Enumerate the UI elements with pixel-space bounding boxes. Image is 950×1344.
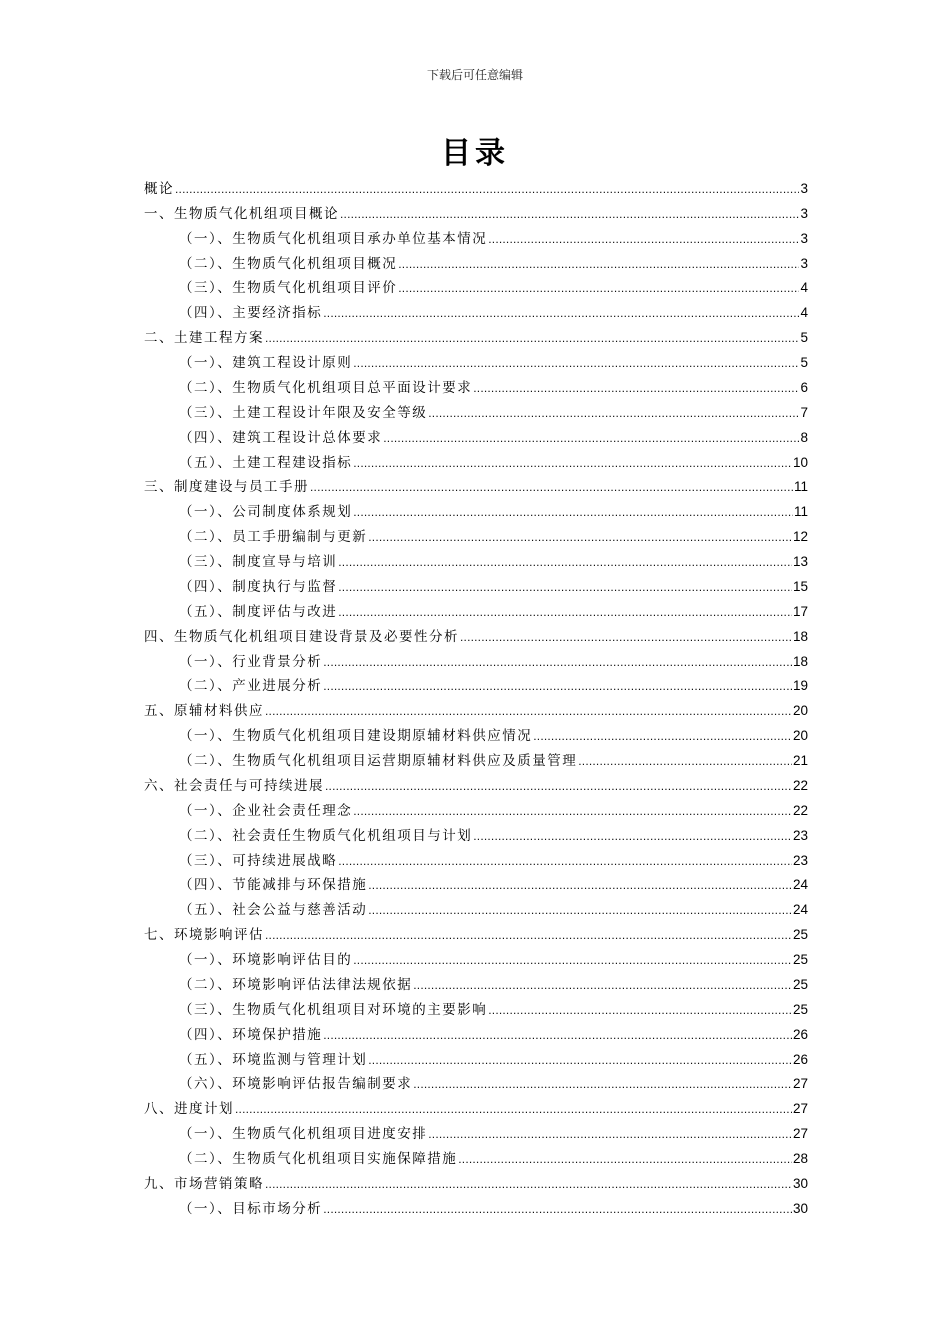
toc-entry[interactable] [144, 572, 808, 597]
toc-dot-leader [353, 353, 799, 373]
toc-entry[interactable] [144, 348, 808, 373]
toc-entry[interactable] [144, 796, 808, 821]
toc-dot-leader [323, 676, 792, 696]
toc-dot-leader [473, 826, 792, 846]
toc-page-number: 25 [792, 952, 808, 967]
toc-entry-title: 五、原辅材料供应 [144, 703, 264, 720]
toc-entry[interactable] [144, 1094, 808, 1119]
toc-entry[interactable] [144, 622, 808, 647]
toc-entry[interactable] [144, 597, 808, 622]
toc-dot-leader [323, 1025, 792, 1045]
toc-page-number: 12 [792, 529, 808, 545]
toc-page-number: 3 [800, 205, 808, 221]
toc-dot-leader [488, 1000, 792, 1020]
toc-entry[interactable] [144, 821, 808, 846]
toc-entry[interactable] [144, 1144, 808, 1169]
toc-entry-title: （一）、公司制度体系规划 [179, 504, 353, 521]
toc-dot-leader [353, 502, 793, 522]
toc-entry[interactable] [144, 398, 808, 423]
toc-entry-title: （五）、环境监测与管理计划 [179, 1051, 368, 1068]
toc-entry-title: （一）、行业背景分析 [179, 653, 323, 670]
toc-entry-title: （二）、员工手册编制与更新 [179, 529, 368, 546]
toc-entry[interactable] [144, 448, 808, 473]
toc-dot-leader [310, 477, 793, 497]
toc-page-number: 11 [793, 504, 808, 520]
toc-page-number: 27 [792, 1076, 808, 1092]
toc-page-number: 18 [792, 653, 808, 669]
toc-dot-leader [428, 1124, 792, 1144]
toc-entry-title: 六、社会责任与可持续进展 [144, 777, 324, 794]
toc-entry[interactable] [144, 672, 808, 697]
toc-dot-leader [353, 801, 792, 821]
toc-dot-leader [383, 428, 799, 448]
toc-entry-title: 八、进度计划 [144, 1101, 234, 1118]
toc-page-number: 20 [792, 728, 808, 744]
toc-entry[interactable] [144, 647, 808, 672]
toc-dot-leader [460, 627, 792, 647]
toc-page-number: 23 [792, 852, 808, 868]
toc-dot-leader [533, 726, 792, 746]
toc-page-number: 6 [800, 379, 808, 395]
toc-dot-leader [413, 1074, 792, 1094]
toc-entry[interactable] [144, 871, 808, 896]
toc-dot-leader [323, 1199, 792, 1219]
toc-page-number: 22 [792, 802, 808, 818]
toc-entry-title: （一）、目标市场分析 [179, 1200, 323, 1217]
toc-page-number: 24 [792, 902, 808, 918]
toc-page-number: 24 [792, 877, 808, 893]
toc-entry-title: （二）、生物质气化机组项目实施保障措施 [179, 1151, 458, 1167]
toc-dot-leader [368, 900, 792, 920]
toc-entry-title: （一）、生物质气化机组项目承办单位基本情况 [179, 230, 488, 247]
toc-entry[interactable] [144, 846, 808, 871]
toc-dot-leader [265, 925, 792, 945]
toc-entry[interactable] [144, 224, 808, 249]
toc-entry[interactable] [144, 1194, 808, 1219]
toc-entry[interactable] [144, 497, 808, 522]
toc-entry[interactable] [144, 423, 808, 448]
toc-dot-leader [368, 1050, 792, 1070]
toc-entry[interactable] [144, 274, 808, 299]
toc-dot-leader [413, 975, 792, 995]
toc-entry-title: （五）、社会公益与慈善活动 [179, 902, 368, 919]
toc-entry[interactable] [144, 522, 808, 547]
toc-entry-title: （三）、可持续进展战略 [179, 852, 338, 869]
toc-entry-title: （五）、土建工程建设指标 [179, 454, 353, 471]
toc-page-number: 15 [792, 578, 808, 594]
toc-entry-title: （四）、环境保护措施 [179, 1026, 323, 1043]
toc-entry[interactable] [144, 945, 808, 970]
page-header: 下载后可任意编辑 [426, 68, 523, 82]
toc-page-number: 3 [800, 180, 808, 196]
toc-entry-title: （三）、制度宣导与培训 [179, 554, 338, 570]
toc-page-number: 19 [792, 678, 808, 694]
toc-page-number: 26 [792, 1026, 808, 1042]
toc-dot-leader [473, 378, 799, 398]
toc-page-number: 21 [792, 753, 808, 768]
toc-dot-leader [458, 1149, 792, 1169]
toc-entry-title: （三）、生物质气化机组项目评价 [179, 280, 398, 297]
toc-page-number: 7 [800, 404, 808, 420]
toc-entry[interactable] [144, 473, 808, 498]
toc-page-number: 25 [792, 927, 808, 943]
toc-entry-title: （四）、建筑工程设计总体要求 [179, 429, 383, 446]
toc-dot-leader [428, 403, 799, 423]
toc-page-number: 18 [792, 628, 808, 644]
toc-entry-title: （四）、节能减排与环保措施 [179, 877, 368, 894]
toc-page-number: 5 [800, 330, 808, 346]
toc-entry-title: 一、生物质气化机组项目概论 [144, 205, 339, 222]
toc-entry-title: （四）、制度执行与监督 [179, 578, 338, 595]
toc-entry[interactable] [144, 199, 808, 224]
toc-entry-title: （一）、企业社会责任理念 [179, 802, 353, 819]
toc-entry[interactable] [144, 249, 808, 274]
toc-entry-title: 三、制度建设与员工手册 [144, 479, 309, 496]
toc-dot-leader [353, 950, 792, 970]
toc-entry-title: （一）、生物质气化机组项目进度安排 [179, 1126, 428, 1143]
toc-page-number: 13 [792, 554, 808, 569]
toc-page-number: 25 [792, 976, 808, 992]
toc-page-number: 3 [800, 255, 808, 271]
toc-dot-leader [338, 602, 792, 622]
toc-page-number: 25 [792, 1001, 808, 1017]
toc-dot-leader [265, 1174, 792, 1194]
toc-dot-leader [578, 751, 792, 771]
toc-entry[interactable] [144, 721, 808, 746]
toc-dot-leader [368, 875, 792, 895]
toc-entry[interactable] [144, 1070, 808, 1095]
toc-entry-title: 二、土建工程方案 [144, 330, 264, 347]
toc-page-number: 11 [793, 479, 808, 495]
toc-dot-leader [368, 527, 792, 547]
toc-entry[interactable] [144, 970, 808, 995]
toc-entry[interactable] [144, 920, 808, 945]
toc-entry[interactable] [144, 746, 808, 771]
toc-entry-title: （二）、生物质气化机组项目运营期原辅材料供应及质量管理 [179, 753, 578, 769]
toc-dot-leader [338, 851, 792, 871]
toc-page-number: 20 [792, 703, 808, 719]
toc-page-number: 27 [792, 1101, 808, 1117]
toc-dot-leader [323, 652, 792, 672]
toc-entry[interactable] [144, 174, 808, 199]
toc-page-number: 4 [800, 280, 808, 296]
toc-entry[interactable] [144, 298, 808, 323]
toc-entry[interactable] [144, 1045, 808, 1070]
toc-entry[interactable] [144, 1020, 808, 1045]
toc-dot-leader [265, 328, 799, 348]
toc-entry-title: （六）、环境影响评估报告编制要求 [179, 1076, 413, 1093]
toc-entry-title: （五）、制度评估与改进 [179, 603, 338, 620]
toc-page-number: 22 [792, 777, 808, 793]
toc-entry-title: （二）、产业进展分析 [179, 678, 323, 695]
toc-dot-leader [338, 552, 792, 572]
toc-dot-leader [338, 577, 792, 597]
page-title: 目录 [441, 136, 509, 171]
toc-page-number: 27 [792, 1126, 808, 1142]
toc-dot-leader [235, 1099, 792, 1119]
toc-entry-title: 概论 [144, 180, 174, 197]
toc-page-number: 28 [792, 1151, 808, 1166]
toc-entry[interactable] [144, 373, 808, 398]
toc-dot-leader [353, 453, 792, 473]
toc-entry-title: 七、环境影响评估 [144, 927, 264, 944]
toc-entry-title: （四）、主要经济指标 [179, 305, 323, 322]
toc-entry-title: （二）、生物质气化机组项目总平面设计要求 [179, 379, 473, 396]
table-of-contents [144, 174, 808, 1219]
toc-page-number: 30 [792, 1175, 808, 1191]
toc-entry[interactable] [144, 547, 808, 572]
toc-page-number: 17 [792, 603, 808, 619]
toc-dot-leader [325, 776, 792, 796]
toc-entry-title: （二）、生物质气化机组项目概况 [179, 255, 398, 272]
toc-entry-title: （二）、环境影响评估法律法规依据 [179, 976, 413, 993]
toc-entry-title: （一）、生物质气化机组项目建设期原辅材料供应情况 [179, 728, 533, 745]
toc-dot-leader [265, 701, 792, 721]
toc-entry[interactable] [144, 771, 808, 796]
toc-dot-leader [488, 229, 799, 249]
toc-entry-title: （二）、社会责任生物质气化机组项目与计划 [179, 827, 473, 844]
toc-dot-leader [323, 303, 799, 323]
toc-page-number: 8 [800, 429, 808, 445]
toc-dot-leader [398, 254, 799, 274]
toc-page-number: 10 [792, 454, 808, 470]
toc-entry-title: （三）、生物质气化机组项目对环境的主要影响 [179, 1001, 488, 1018]
toc-entry-title: 九、市场营销策略 [144, 1175, 264, 1192]
toc-entry[interactable] [144, 323, 808, 348]
toc-entry[interactable] [144, 696, 808, 721]
toc-dot-leader [340, 204, 799, 224]
toc-page-number: 4 [800, 305, 808, 321]
toc-page-number: 5 [800, 355, 808, 370]
toc-dot-leader [175, 179, 799, 199]
toc-entry-title: 四、生物质气化机组项目建设背景及必要性分析 [144, 628, 459, 645]
toc-page-number: 23 [792, 827, 808, 843]
toc-entry[interactable] [144, 995, 808, 1020]
toc-page-number: 30 [792, 1200, 808, 1216]
toc-entry[interactable] [144, 1169, 808, 1194]
toc-entry-title: （一）、环境影响评估目的 [179, 952, 353, 968]
toc-entry[interactable] [144, 1119, 808, 1144]
toc-page-number: 26 [792, 1051, 808, 1067]
toc-entry-title: （三）、土建工程设计年限及安全等级 [179, 404, 428, 421]
toc-page-number: 3 [800, 230, 808, 246]
toc-dot-leader [398, 278, 799, 298]
toc-entry[interactable] [144, 895, 808, 920]
toc-entry-title: （一）、建筑工程设计原则 [179, 355, 353, 371]
